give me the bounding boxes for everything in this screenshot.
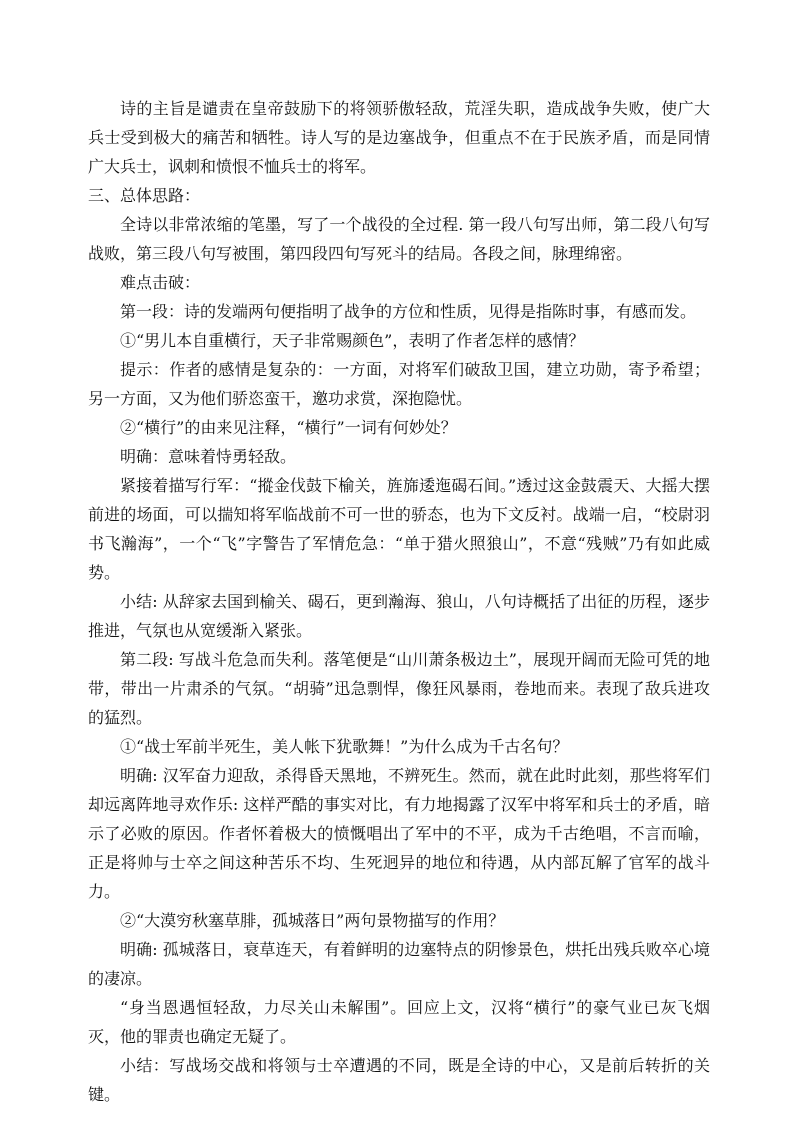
document-page xyxy=(88,94,710,1109)
question-famous-line: ①“战士军前半死生，美人帐下犹歌舞！”为什么成为千古名句？ xyxy=(120,737,569,756)
answer-scenery: 明确: 孤城落日，衰草连天，有着鲜明的边塞特点的阴惨景色，烘托出残兵败卒心境的凄凉。 xyxy=(88,940,710,988)
paragraph-section-one-intro: 第一段：诗的发端两句便指明了战争的方位和性质，见得是指陈时事，有感而发。 xyxy=(120,302,697,321)
question-scenery: ②“大漠穷秋塞草腓，孤城落日”两句景物描写的作用？ xyxy=(120,911,505,930)
section-heading-overall-approach: 三、总体思路： xyxy=(88,186,201,205)
paragraph-theme: 诗的主旨是谴责在皇帝鼓励下的将领骄傲轻敌，荒淫失职，造成战争失败，使广大兵士受到极大的痛苦和牺牲。诗人写的是边塞战争，但重点不在于民族矛盾，而是同情广大兵士，讽刺和愤恨不恤兵士的将军。 xyxy=(88,99,710,176)
paragraph-response: “身当恩遇恒轻敌，力尽关山未解围”。回应上文，汉将“横行”的豪气业已灰飞烟灭，他的罪责也确定无疑了。 xyxy=(88,998,710,1046)
question-one-emotion: ①“男儿本自重横行，天子非常赐颜色”，表明了作者怎样的感情？ xyxy=(120,331,585,350)
summary-section-one: 小结: 从辞家去国到榆关、碣石，更到瀚海、狼山，八句诗概括了出征的历程，逐步推进，气氛也从宽缓渐入紧张。 xyxy=(88,592,710,640)
question-two-hengxing: ②“横行”的由来见注释，“横行”一词有何妙处？ xyxy=(120,418,457,437)
summary-section-two: 小结：写战场交战和将领与士卒遭遇的不同，既是全诗的中心，又是前后转折的关键。 xyxy=(88,1056,710,1104)
hint-emotion-complex: 提示：作者的感情是复杂的：一方面，对将军们破敌卫国，建立功勋，寄予希望；另一方面，又为他们骄恣蛮干，邀功求赏，深抱隐忧。 xyxy=(88,360,710,408)
paragraph-section-two: 第二段: 写战斗危急而失利。落笔便是“山川萧条极边土”，展现开阔而无险可凭的地带，带出一片肃杀的气氛。“胡骑”迅急剽悍，像狂风暴雨，卷地而来。表现了敌兵进攻的猛烈。 xyxy=(88,650,710,727)
answer-famous-line: 明确: 汉军奋力迎敌，杀得昏天黑地，不辨死生。然而，就在此时此刻，那些将军们却远离阵地寻欢作乐: 这样严酷的事实对比，有力地揭露了汉军中将军和兵士的矛盾，暗示了必败的原因。作者怀着极大的愤慨唱出了军中的不平，成为千古绝唱，不言而喻，正是将帅与士卒之间这种苦乐不均、生死迥异的地位和待遇，从内部瓦解了官军的战斗力。 xyxy=(88,766,710,901)
paragraph-overall-structure: 全诗以非常浓缩的笔墨，写了一个战役的全过程. 第一段八句写出师，第二段八句写战败，第三段八句写被围，第四段四句写死斗的结局。各段之间，脉理绵密。 xyxy=(88,215,710,263)
answer-hengxing: 明确：意味着恃勇轻敌。 xyxy=(120,447,297,466)
paragraph-marching: 紧接着描写行军：“摐金伐鼓下榆关，旌旆逶迤碣石间。”透过这金鼓震天、大摇大摆前进的场面，可以揣知将军临战前不可一世的骄态，也为下文反衬。战端一启，“校尉羽书飞瀚海”，一个“飞”字警告了军情危急：“单于猎火照狼山”，不意“残贼”乃有如此威势。 xyxy=(88,476,710,582)
subheading-difficulty-breakthrough: 难点击破： xyxy=(120,273,201,292)
